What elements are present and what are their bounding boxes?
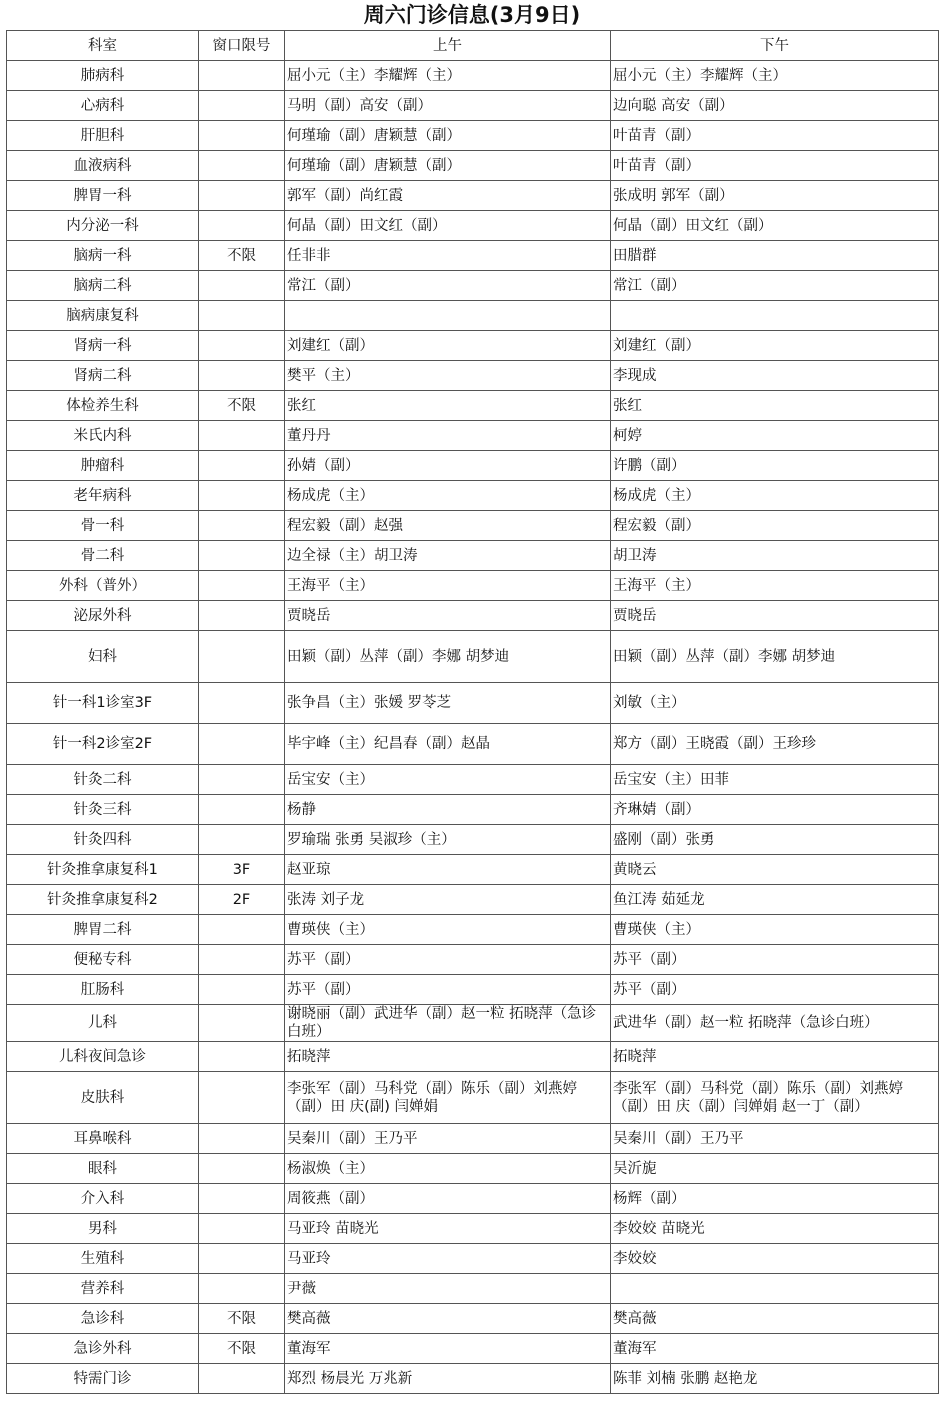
table-row [7, 1005, 939, 1042]
department-cell: 脑病康复科 [7, 301, 199, 331]
morning-doctors-cell: 郑烈 杨晨光 万兆新 [285, 1364, 611, 1394]
department-cell: 针灸二科 [7, 765, 199, 795]
afternoon-doctors-cell: 吴秦川（副）王乃平 [611, 1124, 939, 1154]
window-limit-cell [199, 361, 285, 391]
window-limit-cell: 不限 [199, 1334, 285, 1364]
afternoon-doctors-cell: 陈菲 刘楠 张鹏 赵艳龙 [611, 1364, 939, 1394]
department-cell: 针灸推拿康复科1 [7, 855, 199, 885]
morning-doctors-cell: 刘建红（副） [285, 331, 611, 361]
morning-doctors-cell: 马明（副）高安（副） [285, 91, 611, 121]
department-cell: 儿科夜间急诊 [7, 1042, 199, 1072]
department-cell: 米氏内科 [7, 421, 199, 451]
window-limit-cell [199, 1364, 285, 1394]
department-cell: 脑病二科 [7, 271, 199, 301]
morning-doctors-cell: 马亚玲 [285, 1244, 611, 1274]
window-limit-cell [199, 481, 285, 511]
table-row [7, 211, 939, 241]
morning-doctors-cell: 张争昌（主）张媛 罗苓芝 [285, 683, 611, 724]
table-row [7, 825, 939, 855]
window-limit-cell [199, 1072, 285, 1124]
table-row [7, 724, 939, 765]
table-row [7, 915, 939, 945]
afternoon-doctors-cell: 李姣姣 苗晓光 [611, 1214, 939, 1244]
morning-doctors-cell: 樊平（主） [285, 361, 611, 391]
morning-doctors-cell: 苏平（副） [285, 945, 611, 975]
window-limit-cell [199, 541, 285, 571]
department-cell: 肿瘤科 [7, 451, 199, 481]
afternoon-doctors-cell: 李姣姣 [611, 1244, 939, 1274]
department-cell: 营养科 [7, 1274, 199, 1304]
morning-doctors-cell: 孙婧（副） [285, 451, 611, 481]
afternoon-doctors-cell: 田颖（副）丛萍（副）李娜 胡梦迪 [611, 631, 939, 683]
window-limit-cell [199, 61, 285, 91]
window-limit-cell [199, 331, 285, 361]
afternoon-doctors-cell: 岳宝安（主）田菲 [611, 765, 939, 795]
department-cell: 肛肠科 [7, 975, 199, 1005]
afternoon-doctors-cell: 常江（副） [611, 271, 939, 301]
morning-doctors-cell: 杨淑焕（主） [285, 1154, 611, 1184]
schedule-table [6, 30, 939, 1394]
column-header-department: 科室 [7, 31, 199, 61]
window-limit-cell [199, 571, 285, 601]
afternoon-doctors-cell: 王海平（主） [611, 571, 939, 601]
window-limit-cell [199, 1214, 285, 1244]
afternoon-doctors-cell: 何晶（副）田文红（副） [611, 211, 939, 241]
morning-doctors-cell: 程宏毅（副）赵强 [285, 511, 611, 541]
afternoon-doctors-cell: 杨成虎（主） [611, 481, 939, 511]
schedule-rows [7, 61, 939, 1394]
table-row [7, 1214, 939, 1244]
afternoon-doctors-cell: 李现成 [611, 361, 939, 391]
morning-doctors-cell: 拓晓萍 [285, 1042, 611, 1072]
afternoon-doctors-cell: 叶苗青（副） [611, 151, 939, 181]
afternoon-doctors-cell: 董海军 [611, 1334, 939, 1364]
afternoon-doctors-cell: 樊高薇 [611, 1304, 939, 1334]
morning-doctors-cell: 郭军（副）尚红霞 [285, 181, 611, 211]
afternoon-doctors-cell: 叶苗青（副） [611, 121, 939, 151]
window-limit-cell [199, 1042, 285, 1072]
window-limit-cell [199, 121, 285, 151]
morning-doctors-cell: 毕宇峰（主）纪昌春（副）赵晶 [285, 724, 611, 765]
morning-doctors-cell: 任非非 [285, 241, 611, 271]
column-header-morning: 上午 [285, 31, 611, 61]
department-cell: 介入科 [7, 1184, 199, 1214]
afternoon-doctors-cell [611, 301, 939, 331]
afternoon-doctors-cell: 胡卫涛 [611, 541, 939, 571]
department-cell: 脑病一科 [7, 241, 199, 271]
table-row [7, 421, 939, 451]
afternoon-doctors-cell: 曹瑛侠（主） [611, 915, 939, 945]
morning-doctors-cell: 贾晓岳 [285, 601, 611, 631]
window-limit-cell [199, 451, 285, 481]
afternoon-doctors-cell: 边向聪 高安（副） [611, 91, 939, 121]
table-row [7, 571, 939, 601]
table-row [7, 271, 939, 301]
morning-doctors-cell: 常江（副） [285, 271, 611, 301]
table-row [7, 331, 939, 361]
morning-doctors-cell: 尹薇 [285, 1274, 611, 1304]
window-limit-cell [199, 601, 285, 631]
afternoon-doctors-cell: 武进华（副）赵一粒 拓晓萍（急诊白班） [611, 1005, 939, 1042]
afternoon-doctors-cell: 刘建红（副） [611, 331, 939, 361]
window-limit-cell [199, 421, 285, 451]
table-row [7, 1304, 939, 1334]
afternoon-doctors-cell: 贾晓岳 [611, 601, 939, 631]
department-cell: 肾病一科 [7, 331, 199, 361]
table-row [7, 541, 939, 571]
table-row [7, 795, 939, 825]
department-cell: 急诊外科 [7, 1334, 199, 1364]
table-row [7, 1364, 939, 1394]
table-row [7, 631, 939, 683]
department-cell: 便秘专科 [7, 945, 199, 975]
window-limit-cell [199, 511, 285, 541]
afternoon-doctors-cell: 齐琳婧（副） [611, 795, 939, 825]
morning-doctors-cell: 周筱燕（副） [285, 1184, 611, 1214]
window-limit-cell [199, 1244, 285, 1274]
department-cell: 生殖科 [7, 1244, 199, 1274]
table-row [7, 855, 939, 885]
morning-doctors-cell: 何瑾瑜（副）唐颖慧（副） [285, 121, 611, 151]
window-limit-cell [199, 1274, 285, 1304]
afternoon-doctors-cell: 屈小元（主）李耀辉（主） [611, 61, 939, 91]
header-row [7, 31, 939, 61]
window-limit-cell [199, 795, 285, 825]
window-limit-cell: 不限 [199, 241, 285, 271]
table-row [7, 975, 939, 1005]
morning-doctors-cell [285, 301, 611, 331]
morning-doctors-cell: 苏平（副） [285, 975, 611, 1005]
afternoon-doctors-cell: 苏平（副） [611, 975, 939, 1005]
table-row [7, 241, 939, 271]
table-row [7, 1184, 939, 1214]
table-row [7, 91, 939, 121]
morning-doctors-cell: 边全禄（主）胡卫涛 [285, 541, 611, 571]
table-row [7, 451, 939, 481]
afternoon-doctors-cell: 苏平（副） [611, 945, 939, 975]
window-limit-cell [199, 765, 285, 795]
afternoon-doctors-cell [611, 1274, 939, 1304]
morning-doctors-cell: 董海军 [285, 1334, 611, 1364]
morning-doctors-cell: 岳宝安（主） [285, 765, 611, 795]
table-row [7, 61, 939, 91]
department-cell: 脾胃二科 [7, 915, 199, 945]
window-limit-cell: 2F [199, 885, 285, 915]
department-cell: 脾胃一科 [7, 181, 199, 211]
afternoon-doctors-cell: 程宏毅（副） [611, 511, 939, 541]
afternoon-doctors-cell: 盛刚（副）张勇 [611, 825, 939, 855]
table-row [7, 511, 939, 541]
window-limit-cell [199, 151, 285, 181]
window-limit-cell [199, 631, 285, 683]
table-row [7, 1334, 939, 1364]
table-row [7, 391, 939, 421]
window-limit-cell [199, 301, 285, 331]
morning-doctors-cell: 王海平（主） [285, 571, 611, 601]
department-cell: 老年病科 [7, 481, 199, 511]
table-row [7, 765, 939, 795]
morning-doctors-cell: 田颖（副）丛萍（副）李娜 胡梦迪 [285, 631, 611, 683]
table-row [7, 1072, 939, 1124]
morning-doctors-cell: 赵亚琼 [285, 855, 611, 885]
afternoon-doctors-cell: 黄晓云 [611, 855, 939, 885]
afternoon-doctors-cell: 许鹏（副） [611, 451, 939, 481]
department-cell: 特需门诊 [7, 1364, 199, 1394]
morning-doctors-cell: 吴秦川（副）王乃平 [285, 1124, 611, 1154]
department-cell: 体检养生科 [7, 391, 199, 421]
window-limit-cell: 3F [199, 855, 285, 885]
afternoon-doctors-cell: 李张军（副）马科党（副）陈乐（副）刘燕婷（副）田 庆（副）闫婵娟 赵一丁（副） [611, 1072, 939, 1124]
table-row [7, 151, 939, 181]
table-row [7, 885, 939, 915]
morning-doctors-cell: 董丹丹 [285, 421, 611, 451]
afternoon-doctors-cell: 田腊群 [611, 241, 939, 271]
afternoon-doctors-cell: 鱼江涛 茹延龙 [611, 885, 939, 915]
page-title: 周六门诊信息(3月9日) [363, 3, 581, 27]
department-cell: 针灸四科 [7, 825, 199, 855]
afternoon-doctors-cell: 张红 [611, 391, 939, 421]
morning-doctors-cell: 杨静 [285, 795, 611, 825]
morning-doctors-cell: 何瑾瑜（副）唐颖慧（副） [285, 151, 611, 181]
morning-doctors-cell: 曹瑛侠（主） [285, 915, 611, 945]
window-limit-cell [199, 1154, 285, 1184]
window-limit-cell [199, 975, 285, 1005]
department-cell: 妇科 [7, 631, 199, 683]
afternoon-doctors-cell: 刘敏（主） [611, 683, 939, 724]
table-row [7, 181, 939, 211]
department-cell: 肾病二科 [7, 361, 199, 391]
department-cell: 男科 [7, 1214, 199, 1244]
department-cell: 针一科2诊室2F [7, 724, 199, 765]
department-cell: 眼科 [7, 1154, 199, 1184]
morning-doctors-cell: 谢晓丽（副）武进华（副）赵一粒 拓晓萍（急诊白班） [285, 1005, 611, 1042]
window-limit-cell [199, 945, 285, 975]
column-header-afternoon: 下午 [611, 31, 939, 61]
morning-doctors-cell: 屈小元（主）李耀辉（主） [285, 61, 611, 91]
department-cell: 外科（普外） [7, 571, 199, 601]
morning-doctors-cell: 张涛 刘子龙 [285, 885, 611, 915]
window-limit-cell [199, 1184, 285, 1214]
column-header-window-limit: 窗口限号 [199, 31, 285, 61]
department-cell: 针灸三科 [7, 795, 199, 825]
window-limit-cell [199, 271, 285, 301]
morning-doctors-cell: 杨成虎（主） [285, 481, 611, 511]
afternoon-doctors-cell: 吴沂旎 [611, 1154, 939, 1184]
window-limit-cell [199, 724, 285, 765]
afternoon-doctors-cell: 郑方（副）王晓霞（副）王珍珍 [611, 724, 939, 765]
window-limit-cell [199, 683, 285, 724]
table-row [7, 1124, 939, 1154]
department-cell: 血液病科 [7, 151, 199, 181]
afternoon-doctors-cell: 拓晓萍 [611, 1042, 939, 1072]
department-cell: 泌尿外科 [7, 601, 199, 631]
table-row [7, 1154, 939, 1184]
department-cell: 骨一科 [7, 511, 199, 541]
window-limit-cell [199, 825, 285, 855]
table-row [7, 1042, 939, 1072]
table-row [7, 945, 939, 975]
window-limit-cell: 不限 [199, 1304, 285, 1334]
table-row [7, 683, 939, 724]
morning-doctors-cell: 张红 [285, 391, 611, 421]
morning-doctors-cell: 李张军（副）马科党（副）陈乐（副）刘燕婷（副）田 庆(副) 闫婵娟 [285, 1072, 611, 1124]
morning-doctors-cell: 樊高薇 [285, 1304, 611, 1334]
window-limit-cell [199, 211, 285, 241]
afternoon-doctors-cell: 杨辉（副） [611, 1184, 939, 1214]
table-row [7, 361, 939, 391]
afternoon-doctors-cell: 张成明 郭军（副） [611, 181, 939, 211]
afternoon-doctors-cell: 柯婷 [611, 421, 939, 451]
window-limit-cell [199, 1124, 285, 1154]
window-limit-cell [199, 181, 285, 211]
department-cell: 急诊科 [7, 1304, 199, 1334]
window-limit-cell [199, 91, 285, 121]
department-cell: 针一科1诊室3F [7, 683, 199, 724]
department-cell: 骨二科 [7, 541, 199, 571]
department-cell: 耳鼻喉科 [7, 1124, 199, 1154]
department-cell: 儿科 [7, 1005, 199, 1042]
department-cell: 内分泌一科 [7, 211, 199, 241]
table-row [7, 121, 939, 151]
window-limit-cell [199, 1005, 285, 1042]
window-limit-cell [199, 915, 285, 945]
department-cell: 肺病科 [7, 61, 199, 91]
department-cell: 心病科 [7, 91, 199, 121]
morning-doctors-cell: 罗瑜瑞 张勇 吴淑珍（主） [285, 825, 611, 855]
window-limit-cell: 不限 [199, 391, 285, 421]
table-row [7, 1244, 939, 1274]
morning-doctors-cell: 马亚玲 苗晓光 [285, 1214, 611, 1244]
table-row [7, 301, 939, 331]
department-cell: 针灸推拿康复科2 [7, 885, 199, 915]
table-row [7, 1274, 939, 1304]
department-cell: 皮肤科 [7, 1072, 199, 1124]
table-row [7, 481, 939, 511]
department-cell: 肝胆科 [7, 121, 199, 151]
table-row [7, 601, 939, 631]
morning-doctors-cell: 何晶（副）田文红（副） [285, 211, 611, 241]
